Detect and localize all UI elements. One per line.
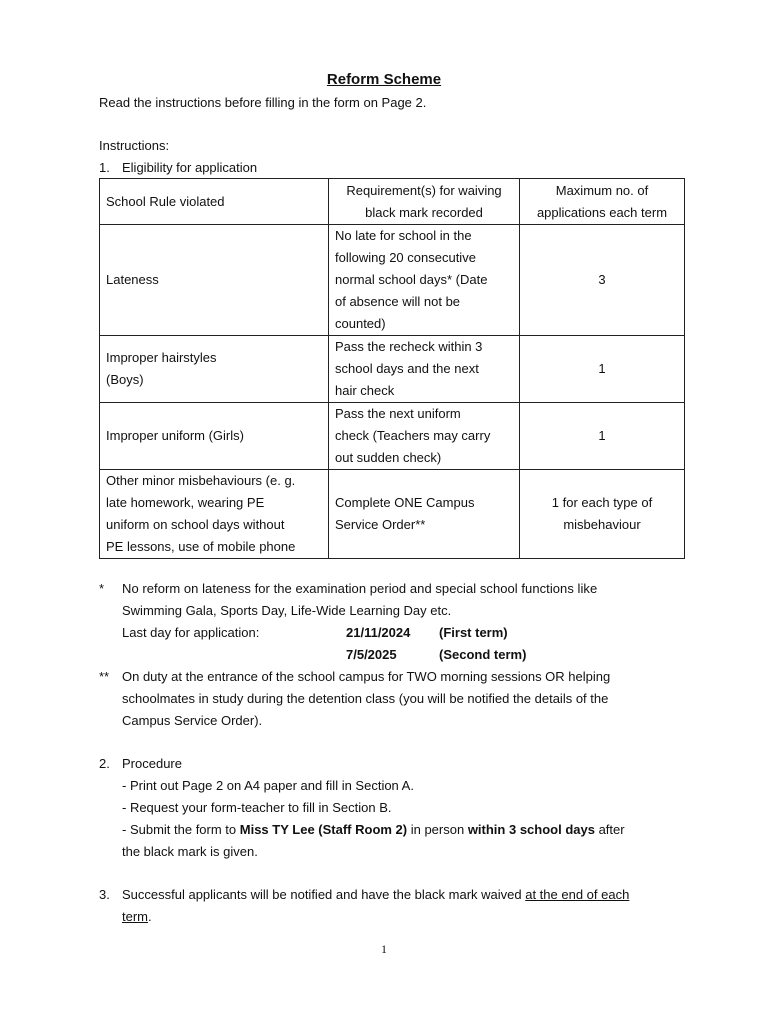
requirement-cell: Pass the next uniform check (Teachers may carry out sudden check): [329, 403, 520, 470]
max-cell: 1: [520, 403, 685, 470]
page-title: Reform Scheme: [326, 71, 442, 88]
rule-cell: Improper uniform (Girls): [100, 403, 329, 470]
table-row: [100, 225, 685, 336]
max-cell: 1 for each type of misbehaviour: [520, 470, 685, 559]
requirement-cell: Pass the recheck within 3 school days and the next hair check: [329, 336, 520, 403]
first-term-label: (First term): [439, 625, 508, 640]
table-header-row: [100, 179, 685, 225]
table-row: [100, 403, 685, 470]
note1-marker: *: [99, 581, 105, 596]
staff-contact: Miss TY Lee (Staff Room 2): [239, 822, 408, 837]
deadline-text: within 3 school days: [467, 822, 595, 837]
table-row: [100, 470, 685, 559]
rule-cell: Improper hairstyles (Boys): [100, 336, 329, 403]
procedure-step3: - Submit the form to Miss TY Lee (Staff Room 2) in person within 3 school days after: [122, 822, 625, 837]
second-term-date: 7/5/2025: [346, 647, 397, 662]
section1-title: Eligibility for application: [122, 160, 258, 175]
header-requirement: Requirement(s) for waiving black mark recorded: [329, 179, 520, 225]
note2-line1: On duty at the entrance of the school campus for TWO morning sessions OR helping: [122, 669, 611, 684]
instructions-heading: Instructions:: [99, 138, 170, 153]
procedure-step2: - Request your form-teacher to fill in Section B.: [122, 800, 392, 815]
requirement-cell: No late for school in the following 20 consecutive normal school days* (Date of absence will not be counted): [329, 225, 520, 336]
procedure-step1: - Print out Page 2 on A4 paper and fill in Section A.: [122, 778, 414, 793]
note1-line2: Swimming Gala, Sports Day, Life-Wide Learning Day etc.: [122, 603, 452, 618]
waive-timing: at the end of each: [525, 887, 630, 902]
section3-number: 3.: [99, 887, 110, 902]
max-cell: 3: [520, 225, 685, 336]
requirement-cell: Complete ONE Campus Service Order**: [329, 470, 520, 559]
table-row: [100, 336, 685, 403]
section2-number: 2.: [99, 756, 110, 771]
header-max-applications: Maximum no. of applications each term: [520, 179, 685, 225]
note2-marker: **: [99, 669, 110, 684]
section3-text-line2: term.: [122, 909, 152, 924]
max-cell: 1: [520, 336, 685, 403]
section1-number: 1.: [99, 160, 110, 175]
eligibility-table: [99, 178, 685, 559]
page-number: 1: [381, 942, 387, 956]
section3-text: Successful applicants will be notified and have the black mark waived at the end of each: [122, 887, 630, 902]
header-rule: School Rule violated: [100, 179, 329, 225]
rule-cell: Lateness: [100, 225, 329, 336]
section2-title: Procedure: [122, 756, 182, 771]
second-term-label: (Second term): [439, 647, 527, 662]
procedure-step3-line2: the black mark is given.: [122, 844, 258, 859]
note2-line3: Campus Service Order).: [122, 713, 263, 728]
note1-line1: No reform on lateness for the examination period and special school functions like: [122, 581, 598, 596]
intro-text: Read the instructions before filling in the form on Page 2.: [99, 95, 427, 110]
note2-line2: schoolmates in study during the detention class (you will be notified the details of the: [122, 691, 609, 706]
first-term-date: 21/11/2024: [346, 625, 411, 640]
rule-cell: Other minor misbehaviours (e. g. late homework, wearing PE uniform on school days without PE lessons, use of mobile phone: [100, 470, 329, 559]
last-day-label: Last day for application:: [122, 625, 260, 640]
